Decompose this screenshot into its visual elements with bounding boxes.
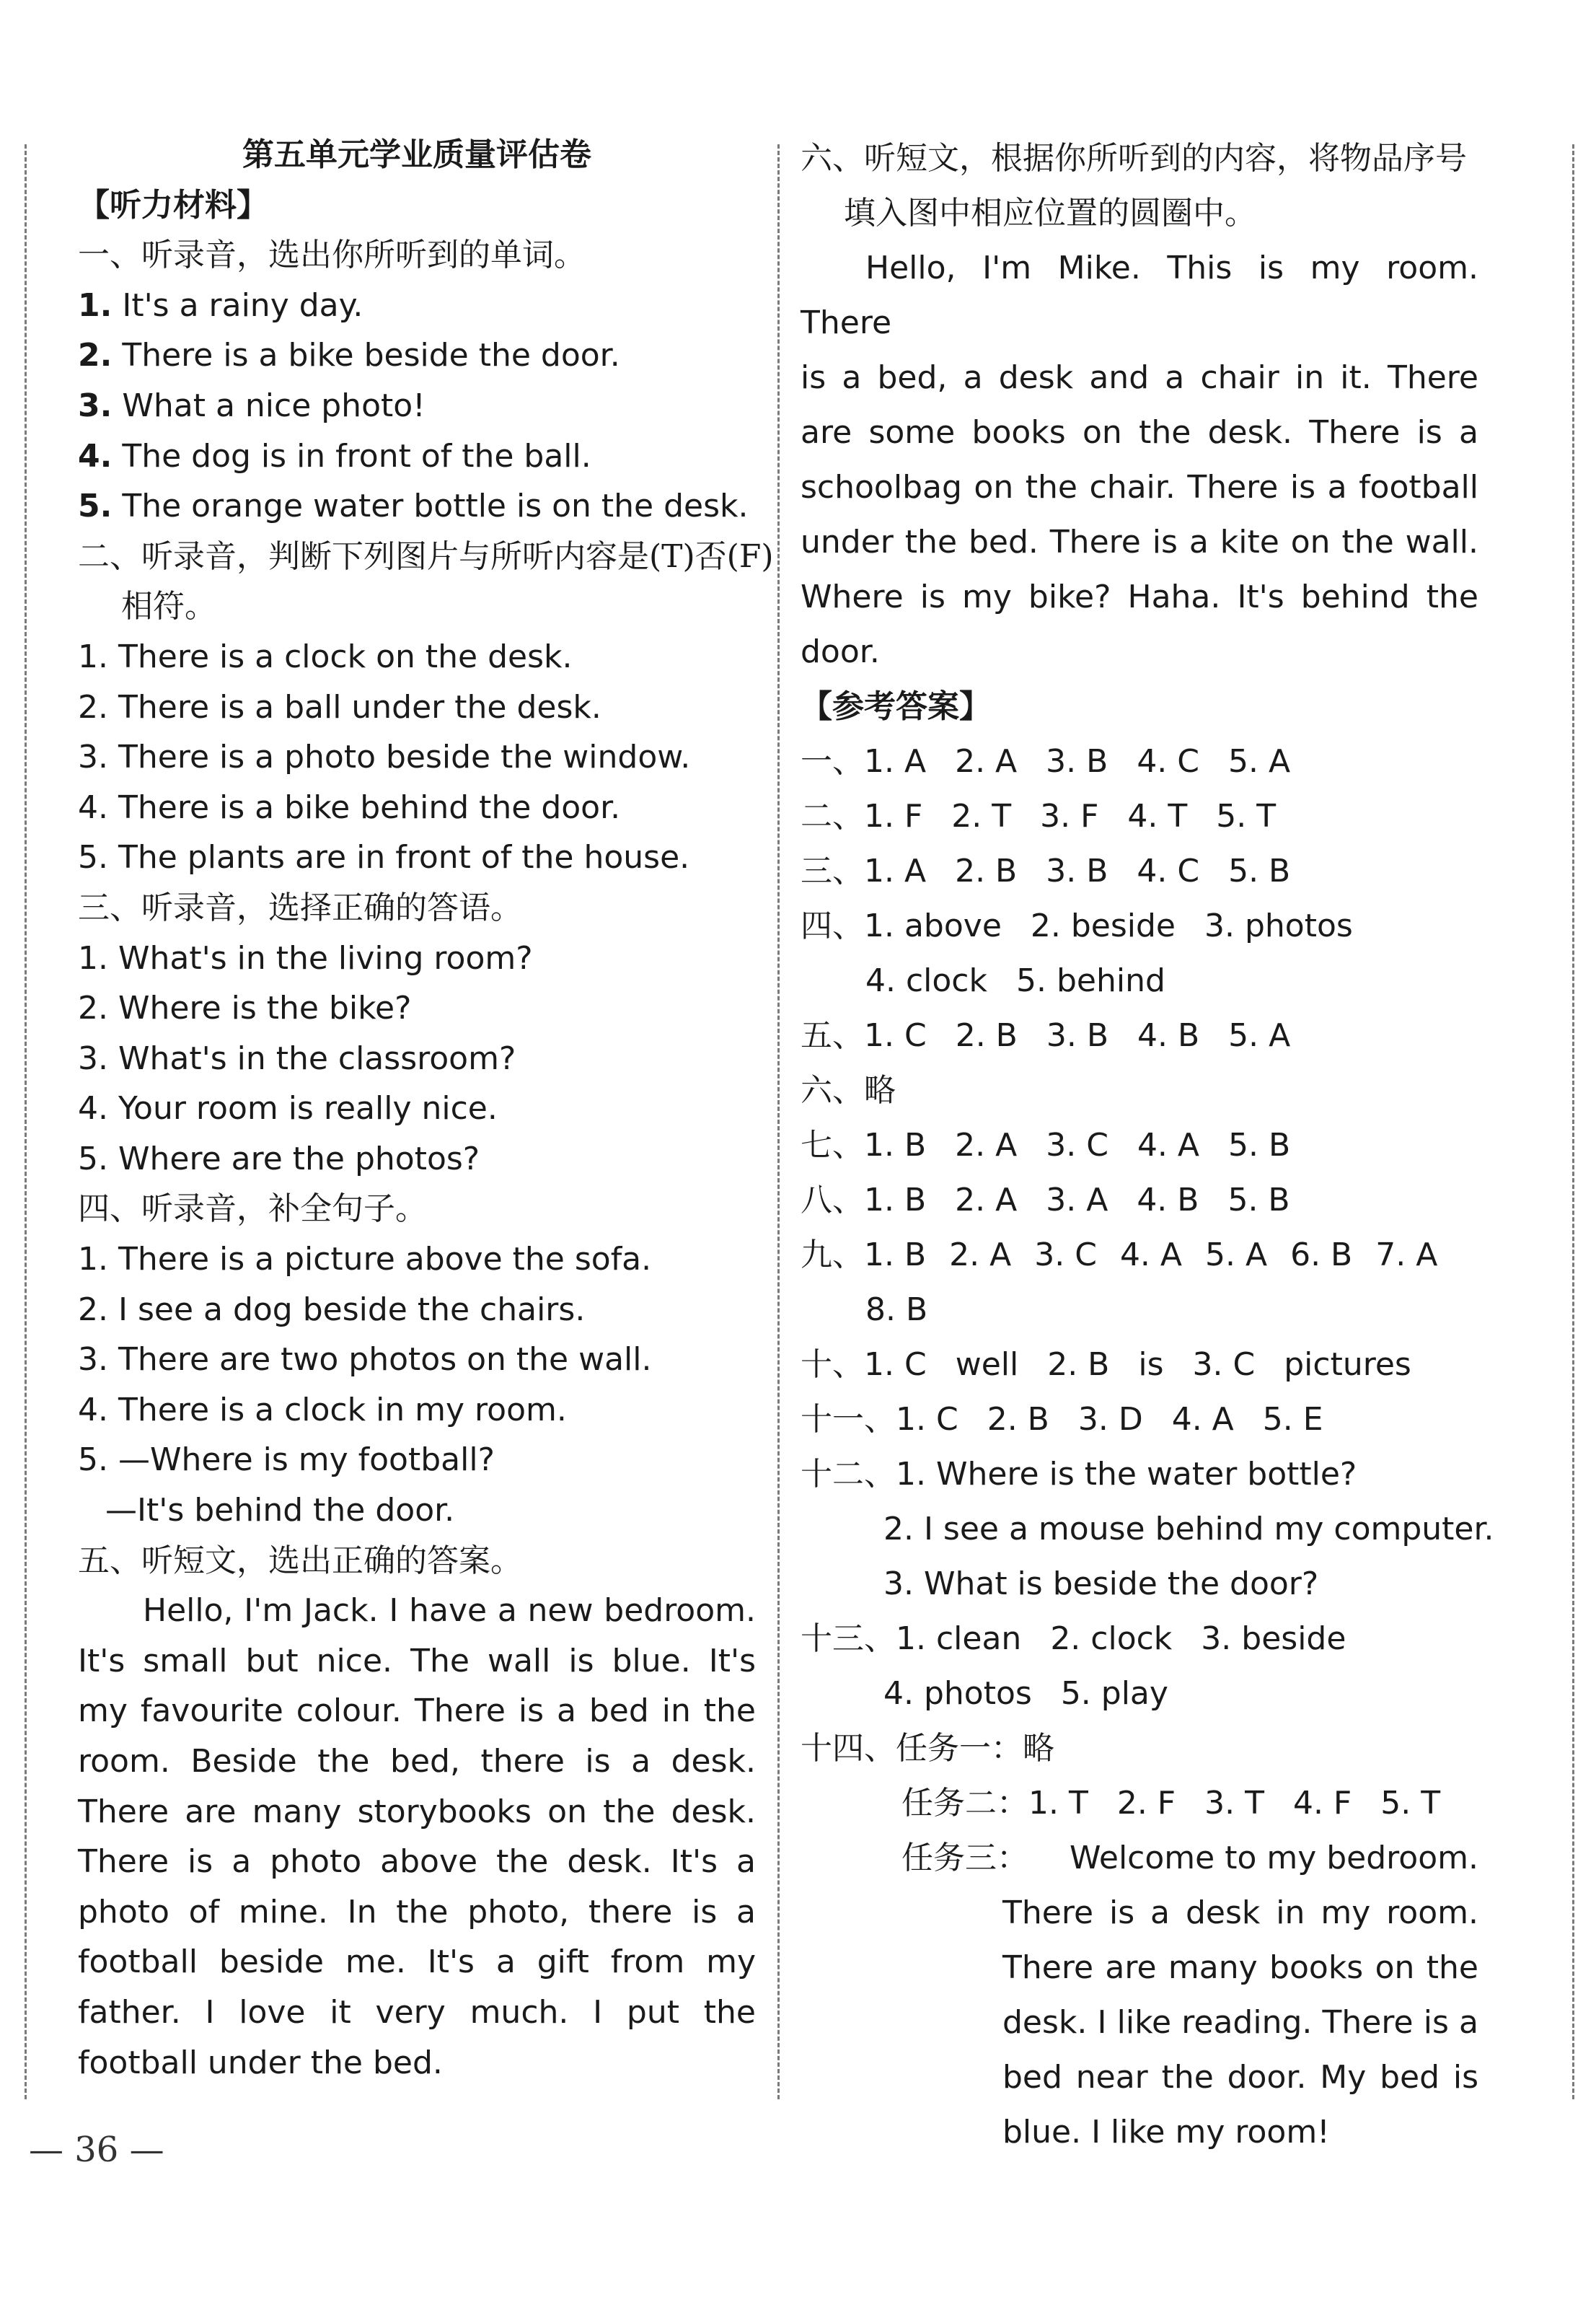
answer-label: 十四、 [801,1730,896,1767]
answer: 3. D [1077,1401,1143,1438]
section-2-title-cont: 相符。 [121,588,216,625]
s6-passage-line: are some books on the desk. There is a [801,414,1478,451]
answer: 7. A [1375,1236,1438,1273]
page-title: 第五单元学业质量评估卷 [242,136,591,173]
answer-row-10 [801,1337,1478,1392]
s3-item [78,1034,756,1084]
answer-row-12-line: 3. What is beside the door? [883,1565,1319,1602]
item-text: There is a clock in my room. [118,1391,567,1428]
item-num: 4. [78,1090,108,1128]
answer: 1. B [864,1236,927,1273]
s1-item [78,481,756,532]
item-text: The plants are in front of the house. [118,839,690,877]
answer-row-4 [801,899,1478,954]
answer: 3. beside [1201,1620,1346,1657]
answer: 4. C [1137,743,1200,780]
right-margin-rule [1572,144,1574,2099]
answer: 5. E [1262,1401,1323,1438]
answer: 4. B [1137,1182,1199,1218]
item-num: 2. [78,1291,108,1328]
answer: 2. A [955,1127,1018,1164]
s5-passage-line: It's small but nice. The wall is blue. It's [78,1642,756,1679]
s5-passage-line: There are many storybooks on the desk. [78,1793,756,1830]
item-text: There is a picture above the sofa. [118,1241,652,1278]
answer-row-9-cont [801,1283,1478,1337]
task-3-line: There is a desk in my room. [1002,1894,1478,1931]
s3-item [78,1134,756,1185]
answer: 略 [864,1072,896,1109]
answer: 2. A [955,1182,1018,1218]
answer: 4. F [1292,1785,1352,1822]
section-3-title: 三、听录音，选择正确的答语。 [78,889,522,926]
item-num: 4. [78,437,113,475]
answer-row-13 [801,1612,1478,1666]
item-num: 1. [78,1241,108,1278]
item-num: 5. [78,839,108,877]
item-text: What a nice photo! [122,387,426,424]
answer-row-8 [801,1173,1478,1228]
s4-item [78,1385,756,1436]
answer-row-9 [801,1228,1478,1283]
s4-item [78,1285,756,1335]
answer-row-13-cont [801,1666,1478,1721]
item-num: 1. [78,638,108,675]
answer: 3. T [1204,1785,1264,1822]
answer: pictures [1284,1346,1411,1383]
answer: 3. B [1046,853,1108,889]
answer: 4. clock [865,962,987,999]
s3-item [78,1084,756,1134]
answer: 5. B [1228,1127,1291,1164]
answer: 5. A [1228,1017,1291,1054]
answer: 4. A [1137,1127,1200,1164]
s1-item [78,281,756,331]
answer: 1. clean [896,1620,1022,1657]
s6-passage-line: Where is my bike? Haha. It's behind the [801,579,1478,615]
answer: 5. A [1205,1236,1268,1273]
answer-label: 十二、 [801,1456,896,1493]
answer-row-2 [801,789,1478,844]
item-text: Your room is really nice. [118,1090,498,1128]
s5-passage-line: football under the bed. [78,2044,443,2081]
item-text: Where are the photos? [118,1140,480,1177]
answer: 1. B [864,1182,927,1218]
answer: 5. A [1228,743,1291,780]
answer-label: 二、 [801,798,864,835]
item-num: 3. [78,1040,108,1077]
answer: 2. T [951,798,1012,835]
s4-item [78,1335,756,1385]
answer-label: 十三、 [801,1620,896,1657]
answer: 1. T [1028,1785,1088,1822]
item-num: 1. [78,939,108,977]
answer: 3. C [1046,1127,1108,1164]
item-text: The dog is in front of the ball. [122,437,591,475]
item-text: It's a rainy day. [122,286,363,324]
item-num: 4. [78,1391,108,1428]
answer: 5. play [1060,1675,1168,1712]
item-text: There are two photos on the wall. [118,1341,652,1379]
item-text: What's in the living room? [118,939,533,977]
item-num: 5. [78,488,113,525]
item-text: There is a ball under the desk. [118,688,601,726]
section-1-title: 一、听录音，选出你所听到的单词。 [78,237,586,274]
answer: 2. F [1116,1785,1176,1822]
answer: 3. B [1046,1017,1109,1054]
answer: 3. F [1040,798,1099,835]
item-text: There is a bike behind the door. [118,788,621,826]
answer: 1. C [864,1017,927,1054]
answer-label: 六、 [801,1072,864,1109]
task-3-line: There are many books on the [1002,1949,1478,1986]
answer: 1. C [864,1346,927,1383]
answer-row-12 [801,1447,1478,1502]
answer: 5. B [1228,853,1291,889]
answer: 4. T [1127,798,1188,835]
answer-row-4-cont [801,954,1478,1009]
task-3 [801,1831,1478,2160]
s5-passage-line: Hello, I'm Jack. I have a new bedroom. [143,1592,756,1630]
answer: 5. T [1216,798,1277,835]
answer: 2. A [955,743,1018,780]
answer-row-1 [801,734,1478,789]
answer: 1. above [864,908,1002,944]
answer: 3. C [1192,1346,1256,1383]
item-text: —Where is my football? [118,1441,495,1479]
answer: 5. behind [1015,962,1165,999]
section-2-title: 二、听录音，判断下列图片与所听内容是(T)否(F) [78,537,774,575]
answer: 1. A [864,743,927,780]
answer: 1. A [864,853,927,889]
answer-row-11 [801,1392,1478,1447]
answer: 4. A [1171,1401,1234,1438]
item-num: 4. [78,788,108,826]
answer: 5. B [1227,1182,1290,1218]
item-text: There is a photo beside the window. [118,739,691,776]
answer-row-5 [801,1009,1478,1063]
left-column [78,130,774,2088]
listening-heading: 【听力材料】 [78,186,268,224]
s2-item [78,632,756,682]
answer: 3. C [1034,1236,1097,1273]
section-6-title: 六、听短文，根据你所听到的内容，将物品序号 [801,140,1467,177]
answer-label: 八、 [801,1182,864,1218]
answer: 1. B [864,1127,927,1164]
answer-row-6 [801,1063,1478,1118]
left-margin-rule [25,144,27,2099]
answer: 3. photos [1204,908,1353,944]
answer-label: 十、 [801,1346,864,1383]
item-num: 3. [78,1341,108,1379]
answer: 5. T [1380,1785,1441,1822]
s6-passage-line: is a bed, a desk and a chair in it. There [801,359,1478,396]
s3-item [78,983,756,1034]
s5-passage-line: room. Beside the bed, there is a desk. [78,1743,756,1780]
answer: 2. B [955,1017,1018,1054]
s5-passage-line: football beside me. It's a gift from my [78,1943,756,1981]
answer-label: 三、 [801,853,864,889]
section-5-title: 五、听短文，选出正确的答案。 [78,1542,522,1579]
s5-passage-line: father. I love it very much. I put the [78,1993,756,2031]
item-text: There is a clock on the desk. [118,638,573,675]
s2-item [78,833,756,883]
page-number: — 36 — [29,2130,164,2170]
item-num: 2. [78,688,108,726]
answer: 4. B [1137,1017,1200,1054]
s4-item [78,1234,756,1285]
answer-row-12-line: 2. I see a mouse behind my computer. [883,1511,1494,1547]
s2-item [78,783,756,833]
task-3-line: bed near the door. My bed is [1002,2059,1478,2096]
column-divider [777,144,780,2099]
answer: is [1138,1346,1164,1383]
section-6-title-cont: 填入图中相应位置的圆圈中。 [844,195,1256,232]
item-num: 5. [78,1441,108,1479]
s4-item-5-cont: —It's behind the door. [105,1492,455,1529]
answers-heading: 【参考答案】 [801,688,991,725]
item-text: What's in the classroom? [118,1040,516,1077]
right-column [801,131,1494,2160]
s5-passage-line: photo of mine. In the photo, there is a [78,1893,756,1930]
s6-passage-line: Hello, I'm Mike. This is my room. There [801,250,1478,341]
s3-item [78,934,756,984]
answer: 6. B [1290,1236,1353,1273]
s2-item [78,682,756,733]
answer-label: 一、 [801,743,864,780]
answer: 8. B [865,1291,928,1328]
item-text: Where is the bike? [118,990,412,1027]
item-num: 5. [78,1140,108,1177]
item-num: 2. [78,337,113,374]
s1-item [78,431,756,482]
s1-item [78,381,756,431]
s5-passage-line: There is a photo above the desk. It's a [78,1843,756,1881]
answer-row-14 [801,1721,1478,1776]
answer-row-3 [801,844,1478,899]
answer: 3. A [1046,1182,1108,1218]
answer-label: 十一、 [801,1401,896,1438]
item-num: 3. [78,387,113,424]
answer-row-7 [801,1118,1478,1173]
answer: well [955,1346,1019,1383]
item-num: 3. [78,739,108,776]
answer: 2. B [1047,1346,1110,1383]
answer: 1. Where is the water bottle? [896,1456,1357,1493]
s6-passage-line: under the bed. There is a kite on the wall. [801,524,1478,561]
answer-label: 五、 [801,1017,864,1054]
answer: 2. clock [1050,1620,1173,1657]
answer: 3. B [1046,743,1108,780]
item-text: The orange water bottle is on the desk. [122,488,749,525]
task-2 [801,1776,1478,1831]
item-text: There is a bike beside the door. [122,337,620,374]
answer: 1. C [896,1401,958,1438]
answer: 2. B [955,853,1018,889]
answer: 4. photos [883,1675,1032,1712]
task-3-line: blue. I like my room! [1002,2114,1330,2151]
task-1: 任务一：略 [896,1730,1054,1767]
s2-item [78,732,756,783]
answer: 1. F [864,798,923,835]
answer-label: 七、 [801,1127,864,1164]
task-3-label: 任务三： [901,1840,1028,1876]
answer: 2. beside [1030,908,1176,944]
answer: 4. C [1137,853,1200,889]
answer-label: 九、 [801,1236,864,1273]
task-3-line: desk. I like reading. There is a [1002,2004,1478,2041]
task-2-label: 任务二： [901,1785,1028,1822]
answer: 2. B [987,1401,1049,1438]
section-4-title: 四、听录音，补全句子。 [78,1190,427,1228]
item-text: I see a dog beside the chairs. [118,1291,586,1328]
s6-passage-line: door. [801,633,880,670]
item-num: 2. [78,990,108,1027]
item-num: 1. [78,286,113,324]
answer: 4. A [1119,1236,1183,1273]
task-3-text [1002,1831,1478,2160]
s6-passage-line: schoolbag on the chair. There is a football [801,469,1478,506]
s4-item [78,1435,756,1485]
s1-item [78,330,756,381]
answer: 2. A [949,1236,1012,1273]
task-3-line: Welcome to my bedroom. [1069,1840,1478,1876]
answer-label: 四、 [801,908,864,944]
s5-passage-line: my favourite colour. There is a bed in the [78,1692,756,1730]
